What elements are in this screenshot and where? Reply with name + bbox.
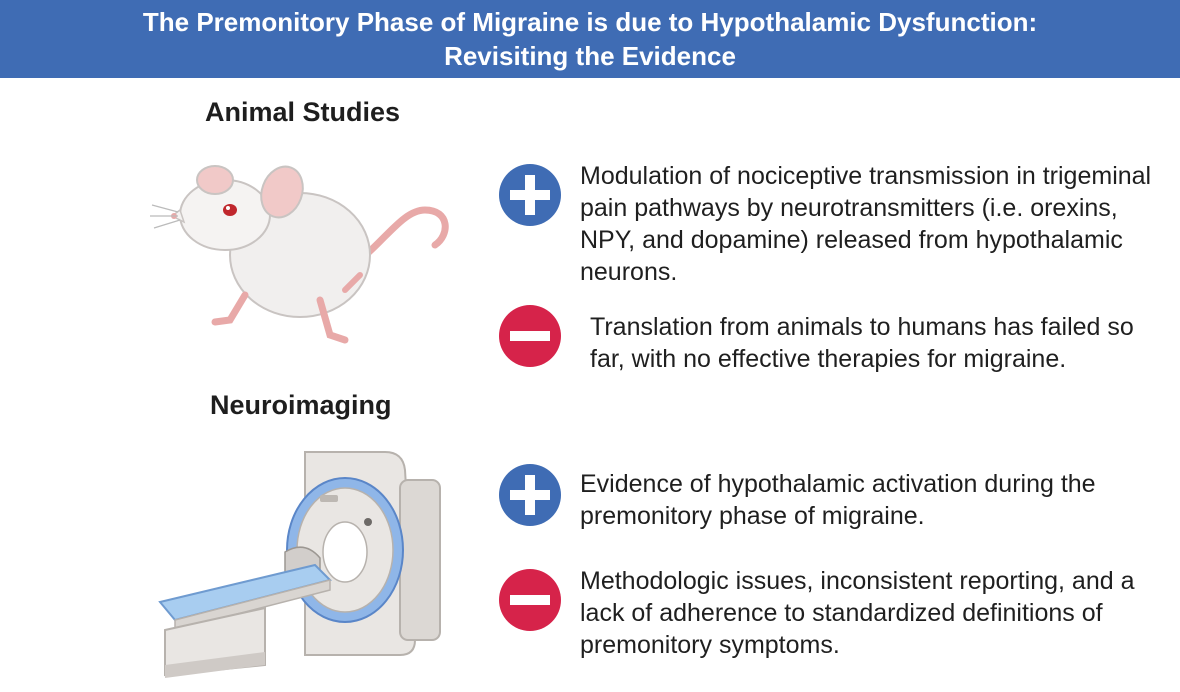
plus-icon: [497, 462, 563, 528]
title-line-1: The Premonitory Phase of Migraine is due to Hypothalamic Dysfunction:: [142, 7, 1038, 37]
neuro-minus-point: Methodologic issues, inconsistent reporting, and a lack of adherence to standardized definitions of premonitory symptoms.: [580, 567, 1135, 659]
section-title-animal-studies: Animal Studies: [205, 97, 401, 127]
neuro-plus-point: Evidence of hypothalamic activation during the premonitory phase of migraine.: [580, 470, 1096, 530]
minus-icon: [497, 567, 563, 633]
animal-minus-point: Translation from animals to humans has failed so far, with no effective therapies for migraine.: [590, 313, 1134, 373]
animal-plus-point: Modulation of nociceptive transmission in trigeminal pain pathways by neurotransmitters (i.e. orexins, NPY, and dopamine) released from hypothalamic neurons.: [580, 162, 1152, 286]
section-title-neuroimaging: Neuroimaging: [210, 390, 392, 420]
minus-icon: [497, 303, 563, 369]
plus-icon: [497, 162, 563, 228]
title-banner: [0, 0, 1180, 78]
mouse-icon: [150, 150, 450, 350]
title-line-2: Revisiting the Evidence: [444, 41, 736, 71]
mri-scanner-icon: [155, 440, 455, 685]
